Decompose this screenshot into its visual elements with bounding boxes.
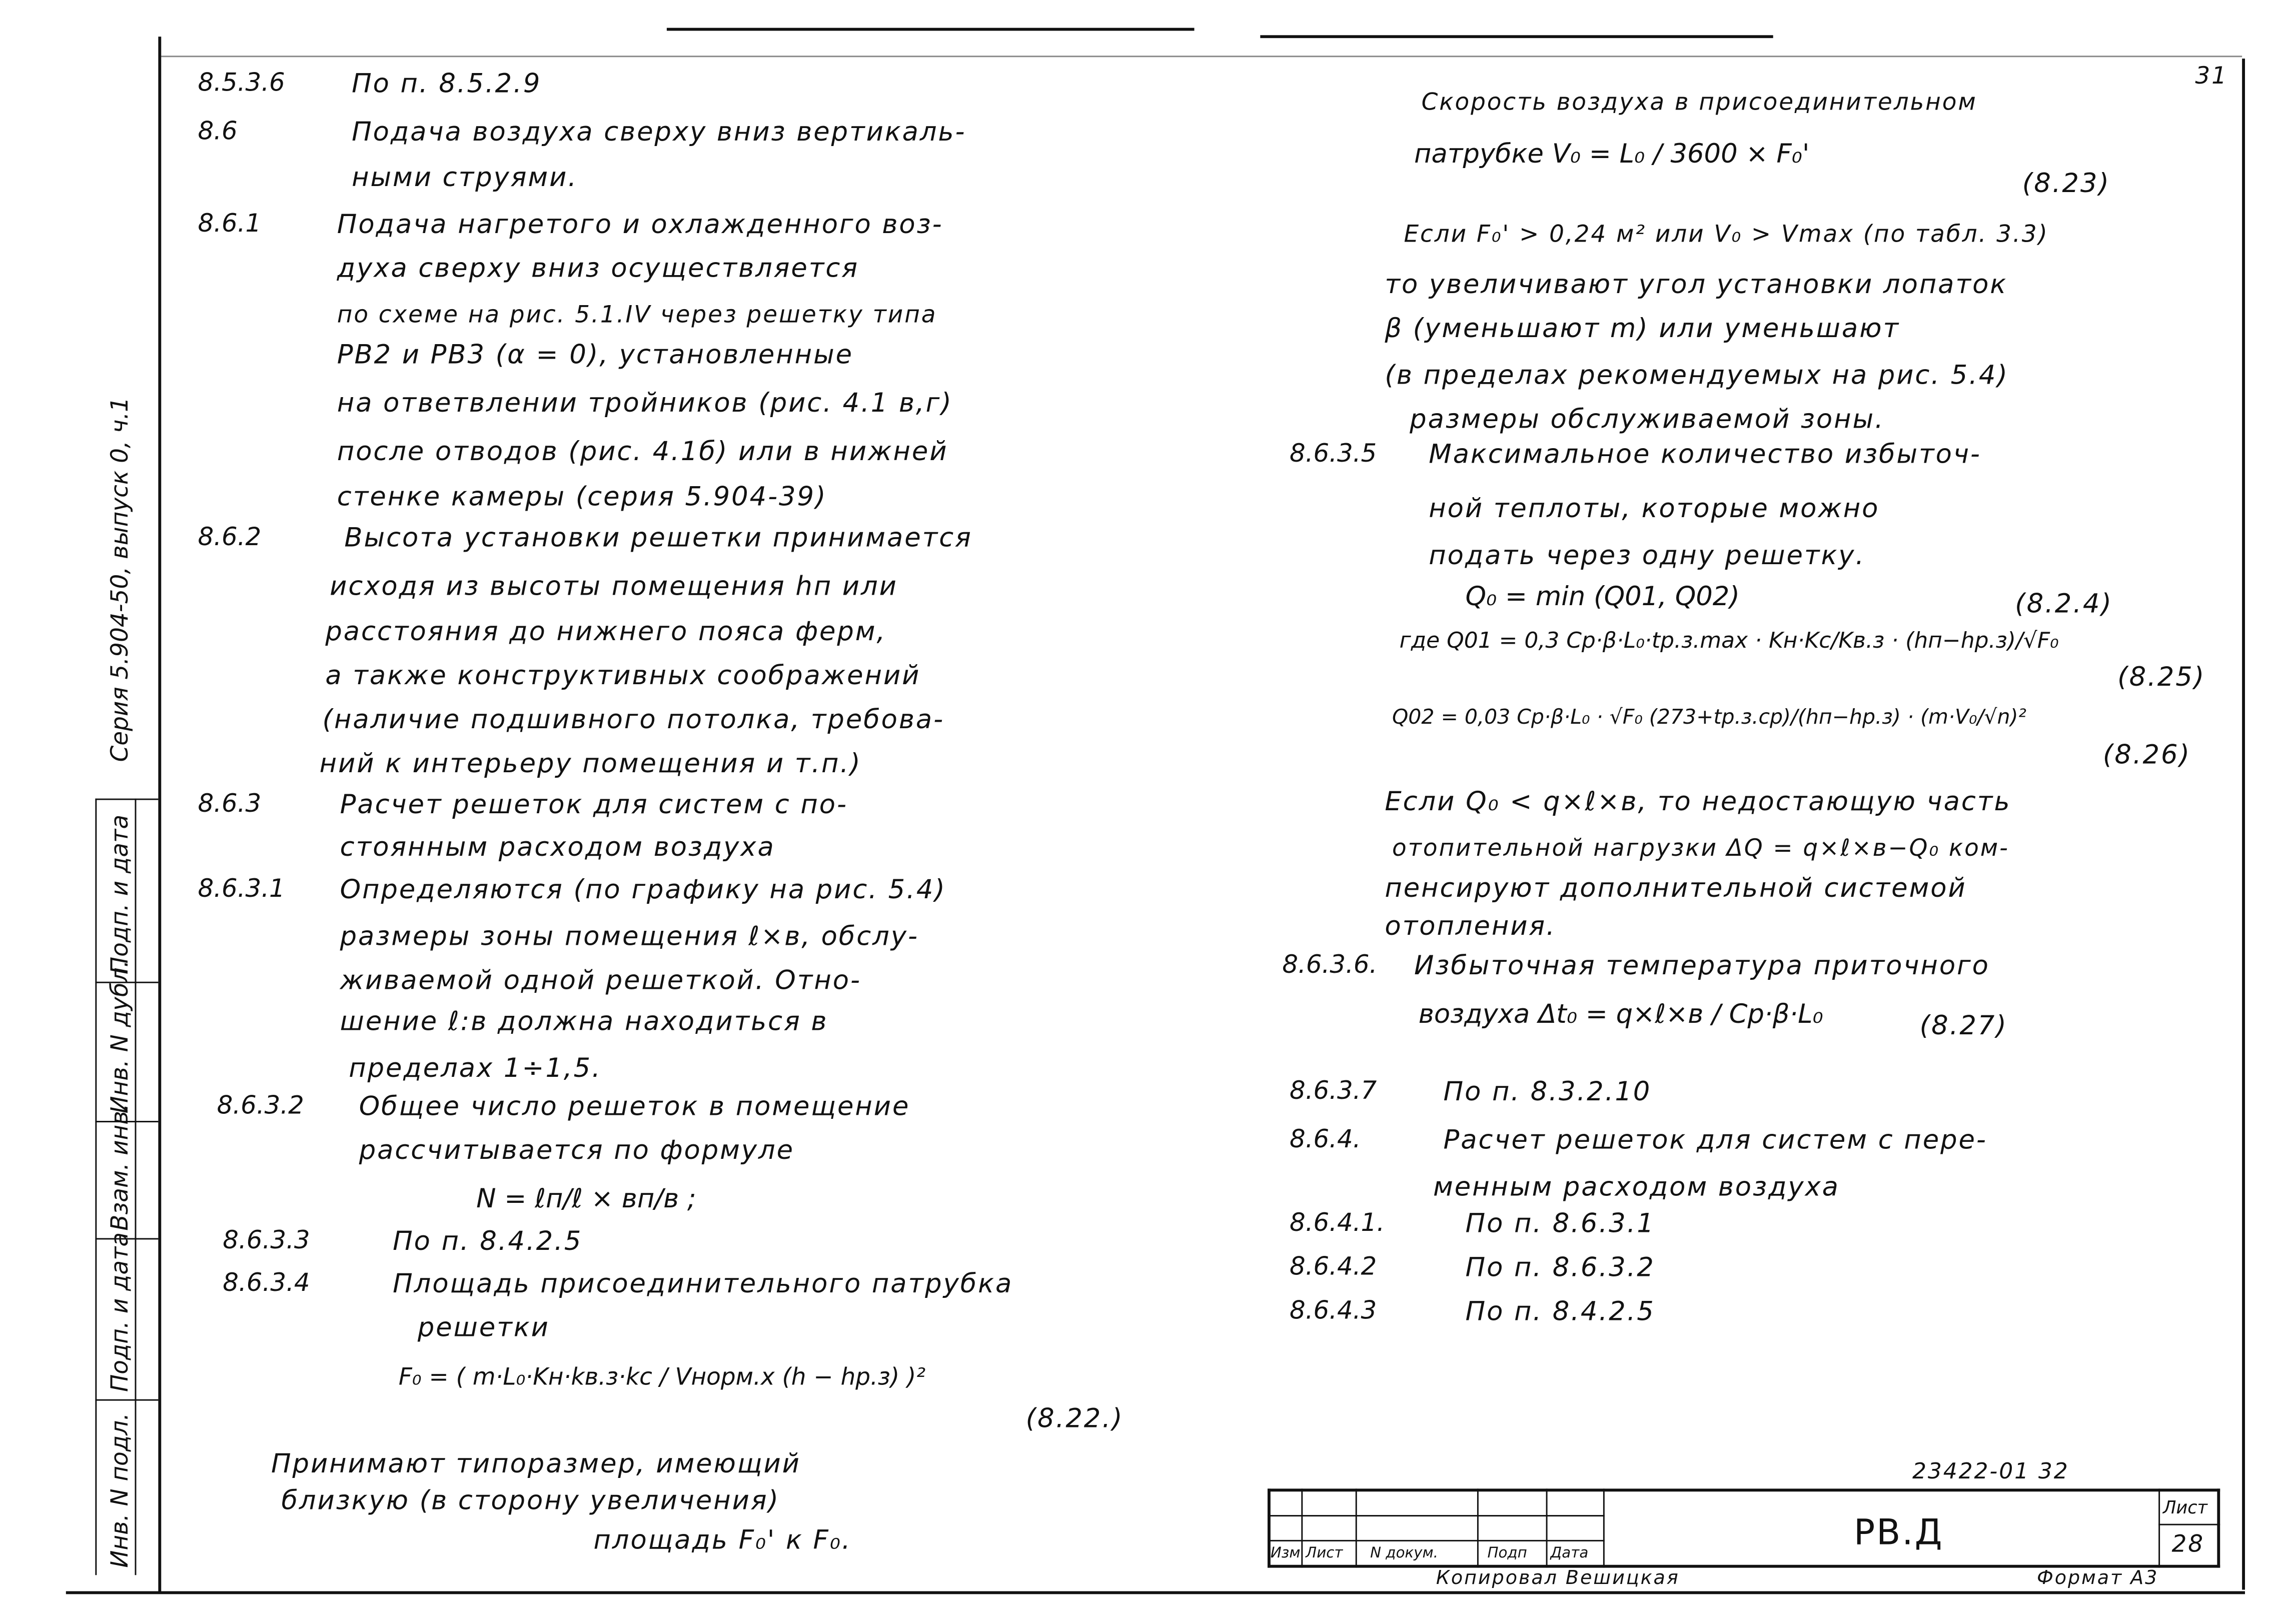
text-line: Если Q₀ < q×ℓ×в, то недостающую часть xyxy=(1385,787,2011,818)
clause-number: 8.6.1 xyxy=(198,209,262,239)
text-line: на ответвлении тройников (рис. 4.1 в,г) xyxy=(337,388,953,419)
equation-number: (8.23) xyxy=(2022,168,2110,200)
text-line: расстояния до нижнего пояса ферм, xyxy=(325,617,887,648)
text-line: Максимальное количество избыточ- xyxy=(1429,439,1981,471)
copied-by: Копировал Вешицкая xyxy=(1436,1567,1680,1590)
text-line: β (уменьшают m) или уменьшают xyxy=(1385,313,1900,345)
text-line: По п. 8.4.2.5 xyxy=(393,1226,583,1257)
formula: воздуха Δt₀ = q×ℓ×в / Cp·β·L₀ xyxy=(1418,999,1823,1030)
frame-top-a xyxy=(667,28,1195,30)
clause-number: 8.6.3.2 xyxy=(217,1091,304,1121)
stamp-border xyxy=(95,799,97,1575)
clause-number: 8.6.3.1 xyxy=(198,874,285,904)
stamp-label: Инв. N дубл. xyxy=(105,960,134,1114)
text-line: рассчитывается по формуле xyxy=(359,1135,795,1166)
text-line: по схеме на рис. 5.1.IV через решетку типа xyxy=(337,300,937,329)
text-line: исходя из высоты помещения hп или xyxy=(330,571,898,603)
stamp-label: Подп. и дата xyxy=(105,814,134,975)
text-line: стоянным расходом воздуха xyxy=(340,832,775,863)
stamp-line xyxy=(95,1399,158,1401)
equation-number: (8.25) xyxy=(2117,662,2206,693)
formula: Q02 = 0,03 Cp·β·L₀ · √F₀ (273+tр.з.ср)/(hп−hр.з) · (m·V₀/√n)² xyxy=(1392,706,2026,730)
formula: F₀ = ( m·L₀·Kн·kв.з·kс / Vнорм.х (h − hр.з) )² xyxy=(398,1362,926,1391)
tb-line xyxy=(1603,1488,1605,1567)
clause-number: 8.6.3.4 xyxy=(223,1268,310,1298)
clause-number: 8.6.3.3 xyxy=(223,1226,310,1256)
text-line: отопительной нагрузки ΔQ = q×ℓ×в−Q₀ ком- xyxy=(1392,833,2009,862)
tb-col-label: N докум. xyxy=(1370,1545,1438,1562)
text-line: РВ2 и РВ3 (α = 0), установленные xyxy=(337,340,854,371)
tb-col-label: Дата xyxy=(1550,1545,1589,1562)
text-line: Расчет решеток для систем с по- xyxy=(340,790,848,821)
text-line: Определяются (по графику на рис. 5.4) xyxy=(340,874,946,906)
equation-number: (8.26) xyxy=(2102,740,2191,771)
clause-number: 8.6.3.5 xyxy=(1289,439,1377,469)
clause-number: 8.6.3.6. xyxy=(1282,951,1378,980)
frame-top xyxy=(161,56,2242,57)
stamp-line xyxy=(95,799,158,800)
clause-number: 8.6.4.2 xyxy=(1289,1252,1377,1282)
tb-line xyxy=(1268,1540,1605,1541)
text-line: По п. 8.6.3.1 xyxy=(1465,1208,1655,1240)
text-line: живаемой одной решеткой. Отно- xyxy=(340,965,861,997)
text-line: решетки xyxy=(417,1312,550,1344)
text-line: По п. 8.3.2.10 xyxy=(1443,1077,1652,1108)
stamp-label: Взам. инв. xyxy=(105,1103,134,1231)
clause-number: 8.6.2 xyxy=(198,523,262,553)
clause-number: 8.6.3 xyxy=(198,790,262,819)
clause-number: 8.6.4.1. xyxy=(1289,1208,1385,1238)
text-line: отопления. xyxy=(1385,911,1556,942)
text-line: Площадь присоединительного патрубка xyxy=(393,1268,1013,1300)
text-line: после отводов (рис. 4.1б) или в нижней xyxy=(337,436,948,468)
corner-page-number: 31 xyxy=(2195,62,2228,90)
text-line: площадь F₀' к F₀. xyxy=(593,1525,852,1556)
tb-line xyxy=(1477,1488,1479,1567)
frame-top-b xyxy=(1260,35,1773,37)
tb-line xyxy=(1546,1488,1548,1567)
text-line: (наличие подшивного потолка, требова- xyxy=(322,705,945,736)
text-line: Скорость воздуха в присоединительном xyxy=(1421,88,1977,116)
text-line: Подача нагретого и охлажденного воз- xyxy=(337,209,943,241)
tb-line xyxy=(1301,1488,1303,1567)
formula: патрубке V₀ = L₀ / 3600 × F₀' xyxy=(1414,139,1810,170)
tb-col-label: Лист xyxy=(1306,1545,1343,1562)
clause-number: 8.6.4. xyxy=(1289,1125,1361,1155)
tb-line xyxy=(2158,1524,2220,1525)
equation-number: (8.2.4) xyxy=(2015,589,2113,620)
tb-col-label: Подп xyxy=(1487,1545,1527,1562)
clause-number: 8.6.3.7 xyxy=(1289,1077,1377,1106)
text-line: Расчет решеток для систем с пере- xyxy=(1443,1125,1987,1156)
text-line: По п. 8.5.2.9 xyxy=(352,69,542,100)
tb-line xyxy=(2158,1488,2160,1567)
clause-number: 8.5.3.6 xyxy=(198,69,285,99)
text-line: духа сверху вниз осуществляется xyxy=(337,253,859,285)
sheet-format: Формат А3 xyxy=(2037,1567,2159,1590)
tb-line xyxy=(1268,1488,2220,1491)
equation-number: (8.22.) xyxy=(1025,1403,1124,1434)
equation-number: (8.27) xyxy=(1919,1011,2008,1042)
sheet-number: 28 xyxy=(2171,1529,2205,1558)
text-line: Избыточная температура приточного xyxy=(1414,951,1990,982)
text-line: размеры обслуживаемой зоны. xyxy=(1410,404,1885,436)
text-line: близкую (в сторону увеличения) xyxy=(281,1485,780,1517)
formula: Q₀ = min (Q01, Q02) xyxy=(1465,582,1740,613)
text-line: менным расходом воздуха xyxy=(1433,1172,1840,1203)
text-line: пенсируют дополнительной системой xyxy=(1385,873,1967,904)
text-line: Общее число решеток в помещение xyxy=(359,1091,910,1122)
tb-line xyxy=(2217,1488,2220,1567)
doc-code: РВ.Д xyxy=(1853,1512,1944,1553)
tb-line xyxy=(1356,1488,1357,1567)
frame-right xyxy=(2242,59,2245,1589)
clause-number: 8.6 xyxy=(198,117,238,147)
sheet-label: Лист xyxy=(2162,1497,2208,1518)
doc-number: 23422-01 32 xyxy=(1912,1457,2069,1484)
text-line: Подача воздуха сверху вниз вертикаль- xyxy=(352,117,966,148)
text-line: шение ℓ:в должна находиться в xyxy=(340,1006,828,1038)
text-line: пределах 1÷1,5. xyxy=(349,1053,602,1084)
text-line: По п. 8.4.2.5 xyxy=(1465,1296,1655,1328)
stamp-border xyxy=(135,799,137,1575)
text-line: стенке камеры (серия 5.904-39) xyxy=(337,482,827,513)
text-line: По п. 8.6.3.2 xyxy=(1465,1252,1655,1284)
text-line: размеры зоны помещения ℓ×в, обслу- xyxy=(340,921,919,953)
text-line: (в пределах рекомендуемых на рис. 5.4) xyxy=(1385,360,2009,392)
clause-number: 8.6.4.3 xyxy=(1289,1296,1377,1326)
formula: где Q01 = 0,3 Cp·β·L₀·tр.з.max · Kн·Kс/Kв.з · (hп−hр.з)/√F₀ xyxy=(1399,627,2059,654)
text-line: ной теплоты, которые можно xyxy=(1429,494,1880,525)
stamp-label: Подп. и дата xyxy=(105,1232,134,1392)
frame-bottom xyxy=(66,1591,2245,1594)
text-line: то увеличивают угол установки лопаток xyxy=(1385,270,2008,301)
text-line: Высота установки решетки принимается xyxy=(344,523,972,554)
text-line: ными струями. xyxy=(352,163,578,194)
text-line: подать через одну решетку. xyxy=(1429,540,1866,572)
stamp-label: Инв. N подл. xyxy=(105,1412,134,1568)
text-line: Если F₀' > 0,24 м² или V₀ > Vmax (по табл. 3.3) xyxy=(1404,220,2049,248)
text-line: Принимают типоразмер, имеющий xyxy=(271,1449,801,1480)
series-label: Серия 5.904-50, выпуск 0, ч.1 xyxy=(105,397,134,762)
text-line: ний к интерьеру помещения и т.п.) xyxy=(319,748,862,780)
text-line: а также конструктивных соображений xyxy=(325,661,921,692)
tb-col-label: Изм xyxy=(1270,1545,1301,1562)
tb-line xyxy=(1268,1515,1605,1516)
formula: N = ℓп/ℓ × вп/в ; xyxy=(476,1184,696,1215)
frame-left xyxy=(158,37,161,1592)
